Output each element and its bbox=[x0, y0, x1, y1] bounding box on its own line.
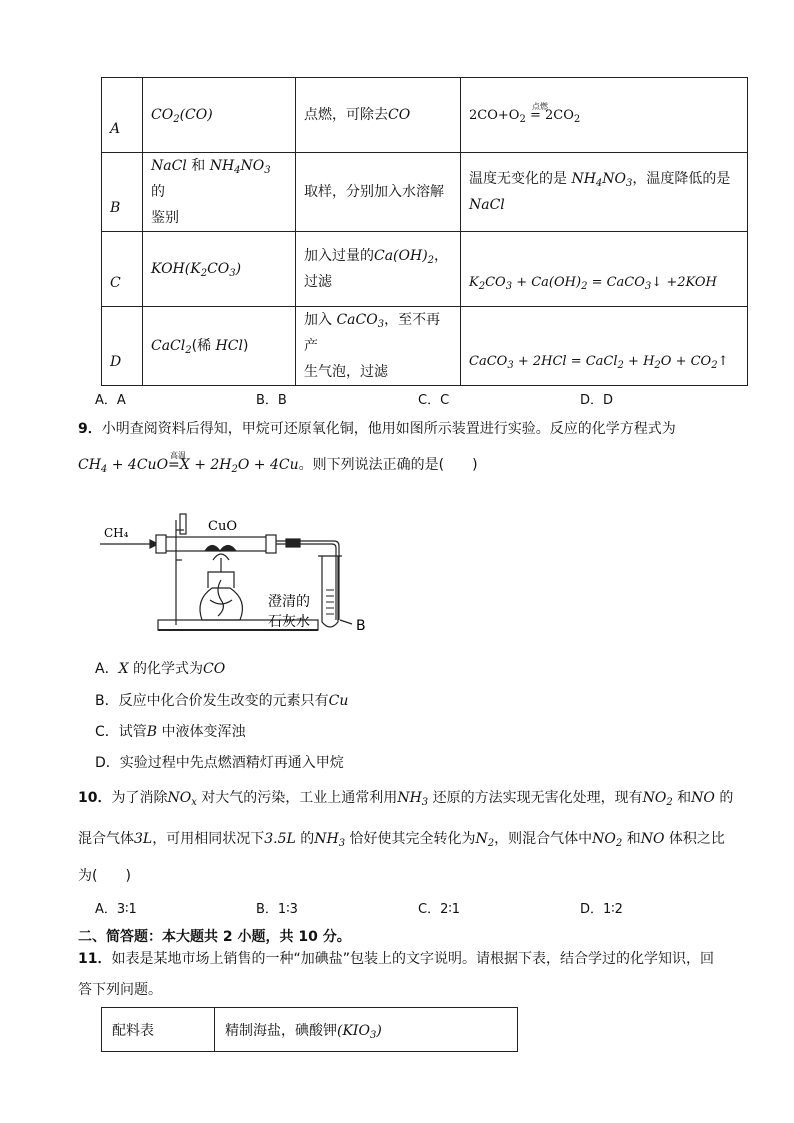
row-substance: $CO_2(CO)$ bbox=[143, 78, 296, 153]
table-row bbox=[102, 78, 748, 153]
question-10-line3: 为( ) bbox=[78, 868, 131, 884]
row-method: 加入过量的$Ca(OH)_2$， 过滤 bbox=[296, 232, 461, 307]
ingredients-label: 配料表 bbox=[102, 1008, 215, 1052]
row-substance: NaCl 和 $NH_4NO_3$ 的 鉴别 bbox=[143, 153, 296, 232]
row-explanation: $2CO+O_2$ = 点燃 $2CO_2$ bbox=[461, 78, 748, 153]
table-row bbox=[102, 232, 748, 307]
q10-choice-a[interactable]: A．3∶1 bbox=[95, 902, 137, 917]
q10-choice-d[interactable]: D．1∶2 bbox=[580, 902, 623, 917]
section-heading: 二、简答题：本大题共 2 小题，共 10 分。 bbox=[78, 929, 351, 945]
choice-b[interactable]: B．B bbox=[256, 393, 287, 408]
row-substance: CaCl$_2$(稀 HCl) bbox=[143, 307, 296, 386]
label-lime-2: 石灰水 bbox=[268, 614, 310, 630]
table-row bbox=[102, 1008, 518, 1052]
row-method: 取样，分别加入水溶解 bbox=[296, 153, 461, 232]
row-letter: B bbox=[102, 153, 143, 232]
q9-choice-c[interactable]: C．试管B 中液体变浑浊 bbox=[95, 724, 246, 740]
ingredients-value: 精制海盐，碘酸钾$(KIO_3)$ bbox=[215, 1008, 518, 1052]
options-table bbox=[101, 77, 748, 386]
choice-a[interactable]: A．A bbox=[95, 393, 126, 408]
label-b: B bbox=[356, 618, 366, 634]
row-method: 点燃，可除去CO bbox=[296, 78, 461, 153]
label-lime-1: 澄清的 bbox=[268, 594, 310, 610]
q10-choice-c[interactable]: C．2∶1 bbox=[418, 902, 461, 917]
row-explanation: CaCO$_3$ + 2HCl = CaCl$_2$ + $H_2O$ + $CO_2↑$ bbox=[461, 307, 748, 386]
table-row bbox=[102, 307, 748, 386]
choice-c[interactable]: C．C bbox=[418, 393, 450, 408]
row-explanation: $K_2CO_3 + Ca(OH)_2$ = CaCO$_3$↓ +2KOH bbox=[461, 232, 748, 307]
question-11-line2: 答下列问题。 bbox=[78, 982, 162, 998]
row-explanation: 温度无变化的是 $NH_4NO_3$，温度降低的是 NaCl bbox=[461, 153, 748, 232]
q9-choice-b[interactable]: B．反应中化合价发生改变的元素只有Cu bbox=[95, 693, 349, 709]
ingredients-table bbox=[101, 1007, 518, 1052]
row-letter: D bbox=[102, 307, 143, 386]
question-9-stem: 9．小明查阅资料后得知，甲烷可还原氧化铜，他用如图所示装置进行实验。反应的化学方程式为 bbox=[78, 421, 676, 437]
apparatus-figure bbox=[100, 500, 390, 640]
label-cuo: CuO bbox=[208, 519, 237, 534]
row-letter: C bbox=[102, 232, 143, 307]
question-9-equation: $CH_4 + 4CuO=$ 高温 $X + 2H_2O + 4Cu$。则下列说法正确的是( ) bbox=[78, 451, 478, 475]
question-10-line1: 10．为了消除$NO_x$ 对大气的污染，工业上通常利用$NH_3$ 还原的方法实现无害化处理，现有$NO_2$ 和NO 的 bbox=[78, 790, 734, 808]
question-11-line1: 11．如表是某地市场上销售的一种“加碘盐”包装上的文字说明。请根据下表，结合学过的化学知识，回 bbox=[78, 951, 714, 967]
q9-choice-a[interactable]: A．X 的化学式为CO bbox=[95, 661, 226, 677]
q9-choice-d[interactable]: D．实验过程中先点燃酒精灯再通入甲烷 bbox=[95, 755, 344, 771]
choice-d[interactable]: D．D bbox=[580, 393, 614, 408]
label-ch4: CH₄ bbox=[104, 526, 129, 540]
row-method: 加入 CaCO$_3$，至不再产 生气泡，过滤 bbox=[296, 307, 461, 386]
question-10-line2: 混合气体3L，可用相同状况下3.5L 的$NH_3$ 恰好使其完全转化为$N_2$，则混合气体中$NO_2$ 和NO 体积之比 bbox=[78, 831, 725, 849]
table-row bbox=[102, 153, 748, 232]
q10-choice-b[interactable]: B．1∶3 bbox=[256, 902, 298, 917]
row-letter: A bbox=[102, 78, 143, 153]
row-substance: $KOH(K_2CO_3)$ bbox=[143, 232, 296, 307]
